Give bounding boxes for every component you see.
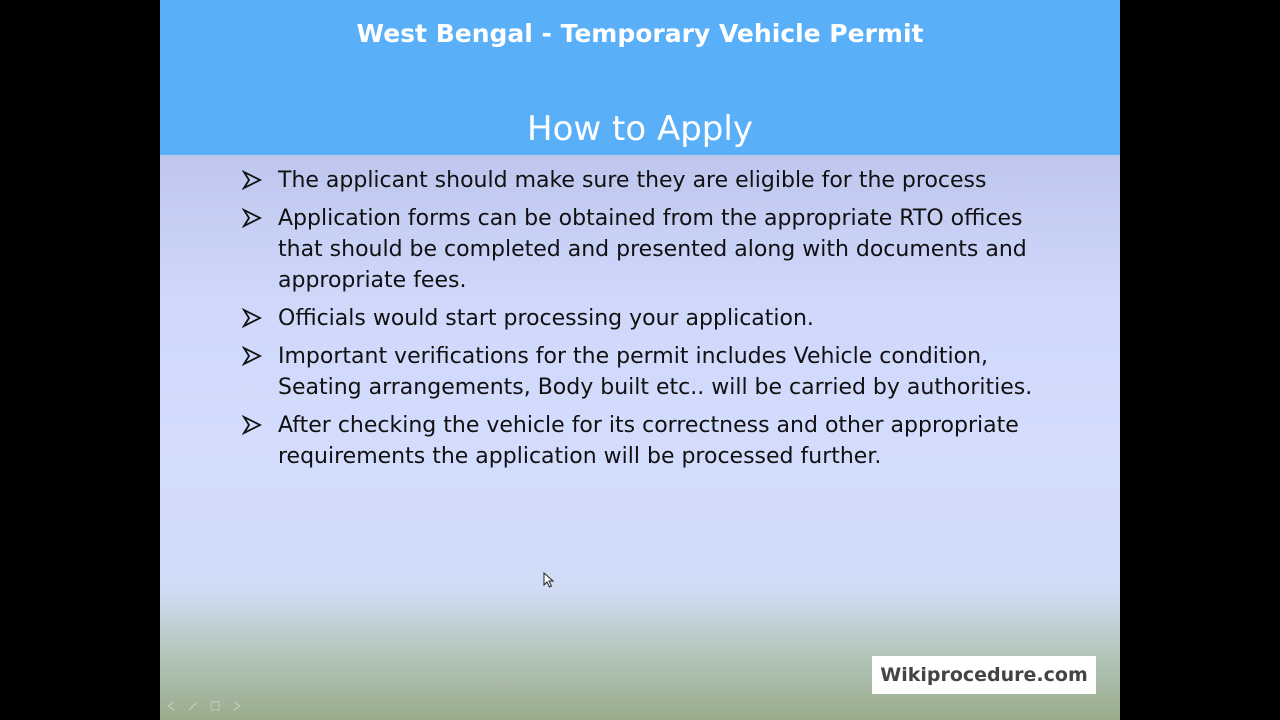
- bullet-text: After checking the vehicle for its correctness and other appropriate requirements the application will be processed further.: [278, 413, 1019, 469]
- bullet-item: [240, 165, 1060, 196]
- arrow-bullet-icon: [242, 341, 264, 372]
- slide-title: West Bengal - Temporary Vehicle Permit: [356, 19, 924, 48]
- bullet-text: The applicant should make sure they are eligible for the process: [278, 168, 987, 193]
- bullet-item: [240, 303, 1060, 334]
- bullet-text: Officials would start processing your application.: [278, 306, 814, 331]
- arrow-bullet-icon: [242, 303, 264, 334]
- next-slide-icon[interactable]: [232, 698, 242, 716]
- slide-header: [160, 0, 1120, 155]
- bullet-text: Application forms can be obtained from the appropriate RTO offices that should be completed and presented along with documents and appropriate fees.: [278, 206, 1027, 293]
- bullet-item: [240, 203, 1060, 296]
- bullet-text: Important verifications for the permit includes Vehicle condition, Seating arrangements, Body built etc.. will be carried by authorities.: [278, 344, 1033, 400]
- presentation-slide: [160, 0, 1120, 720]
- slideshow-controls[interactable]: [166, 698, 250, 712]
- bullet-item: [240, 341, 1060, 403]
- pen-icon[interactable]: [188, 698, 198, 716]
- previous-slide-icon[interactable]: [166, 698, 176, 716]
- mouse-pointer-icon: [543, 572, 555, 588]
- arrow-bullet-icon: [242, 203, 264, 234]
- bullet-item: [240, 410, 1060, 472]
- menu-icon[interactable]: [210, 698, 220, 716]
- arrow-bullet-icon: [242, 410, 264, 441]
- slide-heading: How to Apply: [527, 109, 753, 149]
- bullet-list: [240, 165, 1060, 479]
- arrow-bullet-icon: [242, 165, 264, 196]
- watermark-label: Wikiprocedure.com: [872, 656, 1096, 694]
